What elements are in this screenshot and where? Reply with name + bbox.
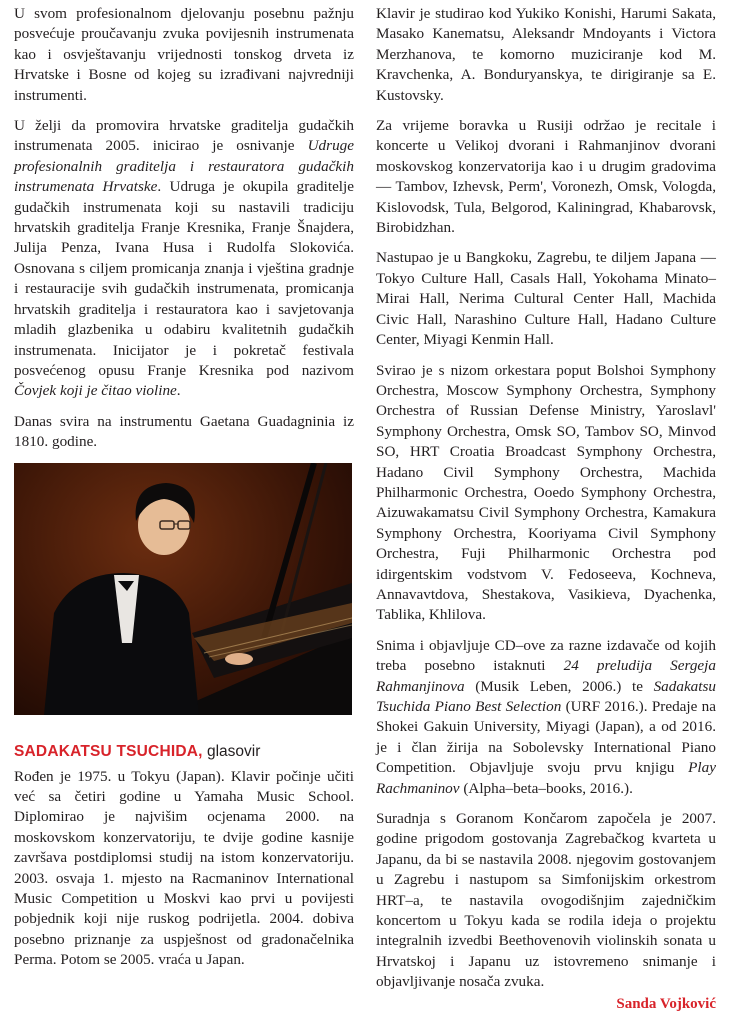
artist-role: glasovir — [202, 742, 261, 760]
paragraph-sound-research: U svom profesionalnom djelovanju posebnu pažnju posvećuje proučavanju zvuka povijesnih instrumenata kao i osvještavanju vrijednosti tonskog drveta iz Hrvatske i Bosne od kojeg su izrađivani najvredniji instrumenti. — [14, 5, 354, 104]
pianist-photo — [14, 463, 352, 715]
text-span: (Musik Leben, 2006.) te — [464, 677, 654, 695]
text-span: . Udruga je okupila graditelje gudačkih instrumenata koji su nastavili tradiciju hrvatskih graditelja Franje Kresnika, Franje Šnajdera, Julija Penza, Ivana Husa i Rudolfa Slokovića. Osnovana s ciljem promicanja znanja i vještina gradnje i restauracije svih gudačkih instrumenata, promicanja hrvatskih graditelja i restauratora kao i savjetovanja mladih glazbenika u odabiru kvalitetnih gudačkih instrumenata. Inicijator je i pokretač festivala posvećenog opusu Franje Kresnika pod nazivom — [14, 178, 354, 379]
paragraph-association — [14, 116, 354, 402]
author-signature: Sanda Vojković — [616, 996, 716, 1012]
book-title: Play Rachmaninov — [376, 759, 716, 797]
paragraph-teachers: Klavir je studirao kod Yukiko Konishi, Harumi Sakata, Masako Kanematsu, Aleksandr Mndoyants i Victora Merzhanova, te komorno muziciranje kod M. Kravchenka, A. Bonduryanskya, te dirigiranje sa E. Kustovsky. — [376, 5, 716, 104]
text-span: Snima i objavljuje CD–ove za razne izdavače od kojih treba posebno istaknuti — [376, 636, 716, 675]
text-span: . — [176, 382, 181, 400]
paragraph-biography: Rođen je 1975. u Tokyu (Japan). Klavir počinje učiti već sa četiri godine u Yamaha Music School. Diplomirao je najvišim ocjenama 2000. na moskovskom konzervatoriju, te dvije godine kasnije završava postdiplomsi studij na istom konzervatoriju. 2003. osvaja 1. mjesto na Racmaninov International Music Competition u Moskvi kao prvi u povijesti pobjednik koji nije ruskog podrijetla. 2004. dobiva posebno priznanje za uspješnost od gradonačelnika Perma. Potom se 2005. vraća u Japan. — [14, 767, 354, 969]
right-column — [376, 4, 716, 1003]
paragraph-orchestras: Svirao je s nizom orkestara poput Bolshoi Symphony Orchestra, Moscow Symphony Orchestra, Symphony Orchestra of Russian Defense Ministry, Yaroslavl' Symphony Orchestra, Omsk SO, Tambov SO, Minvod SO, HRT Croatia Broadcast Symphony Orchestra, Hadano Civil Symphony Orchestra, Machida Philharmonic Orchestra, Ooedo Symphony Orchestra, Aizuwakamatsu Civil Symphony Orchestra, Kamakura Symphony Orchestra, Kooriyama Civil Symphony Orchestra, Fuji Philharmonic Orchestra pod idirgentskim vodstvom V. Fedoseeva, Kochneva, Annavavtdova, Shestakova, Vasikieva, Dyachenka, Tablika, Khlilova. — [376, 361, 716, 624]
artist-name: SADAKATSU TSUCHIDA, — [14, 742, 203, 760]
text-span: (URF 2016.). Predaje na Shokei Gakuin University, Miyagi (Japan), a od 2016. je i član žirija na Sobolevsky International Piano Competition. Objavljuje svoju prvu knjigu — [376, 698, 716, 777]
album-title: Sadakatsu Tsuchida Piano Best Selection — [376, 677, 716, 715]
paragraph-russia: Za vrijeme boravka u Rusiji održao je recitale i koncerte u Velikoj dvorani i Rahmanjinov dvorani moskovskog konzervatorija kao i u drugim gradovima — Tambov, Izhevsk, Perm', Voronezh, Omsk, Vologda, Kislovodsk, Tula, Belgorod, Kaliningrad, Khabarovsk, Birobidzhan. — [376, 117, 716, 237]
paragraph-collaboration: Suradnja s Goranom Končarom započela je 2007. godine prigodom gostovanja Zagrebačkog kvarteta u Japanu, da bi se nastavila 2008. njegovim gostovanjem u Zagrebu i nastupom sa Simfonijskim orkestrom HRT–a, te nastavila ovogodišnjim zajedničkim koncertom u Tokyu kada se rodila ideja o projektu integralnih izvedbi Beethovenovih violinskih sonata u Hrvatskoj i Japanu uz istovremeno snimanje i objavljivanje nosača zvuka. — [376, 810, 716, 991]
festival-name: Čovjek koji je čitao violine — [14, 382, 177, 400]
paragraph-recordings — [376, 636, 716, 799]
association-name: Udruge profesionalnih graditelja i restauratora gudačkih instrumenata Hrvatske — [14, 137, 354, 196]
paragraph-japan: Nastupao je u Bangkoku, Zagrebu, te diljem Japana — Tokyo Culture Hall, Casals Hall, Yokohama Minato–Mirai Hall, Nerima Cultural Center Hall, Machida Civic Hall, Narashino Culture Hall, Hadano Culture Center, Miyagi Kenmin Hall. — [376, 249, 716, 349]
artist-heading — [14, 743, 354, 761]
album-title: 24 preludija Sergeja Rahmanjinova — [376, 657, 716, 695]
pianist-illustration — [14, 463, 352, 715]
paragraph-instrument: Danas svira na instrumentu Gaetana Guadagninia iz 1810. godine. — [14, 412, 354, 451]
left-column — [14, 4, 354, 981]
text-span: (Alpha–beta–books, 2016.). — [459, 779, 633, 797]
text-span: U želji da promovira hrvatske graditelja gudačkih instrumenata 2005. inicirao je osnivanje — [14, 117, 354, 155]
